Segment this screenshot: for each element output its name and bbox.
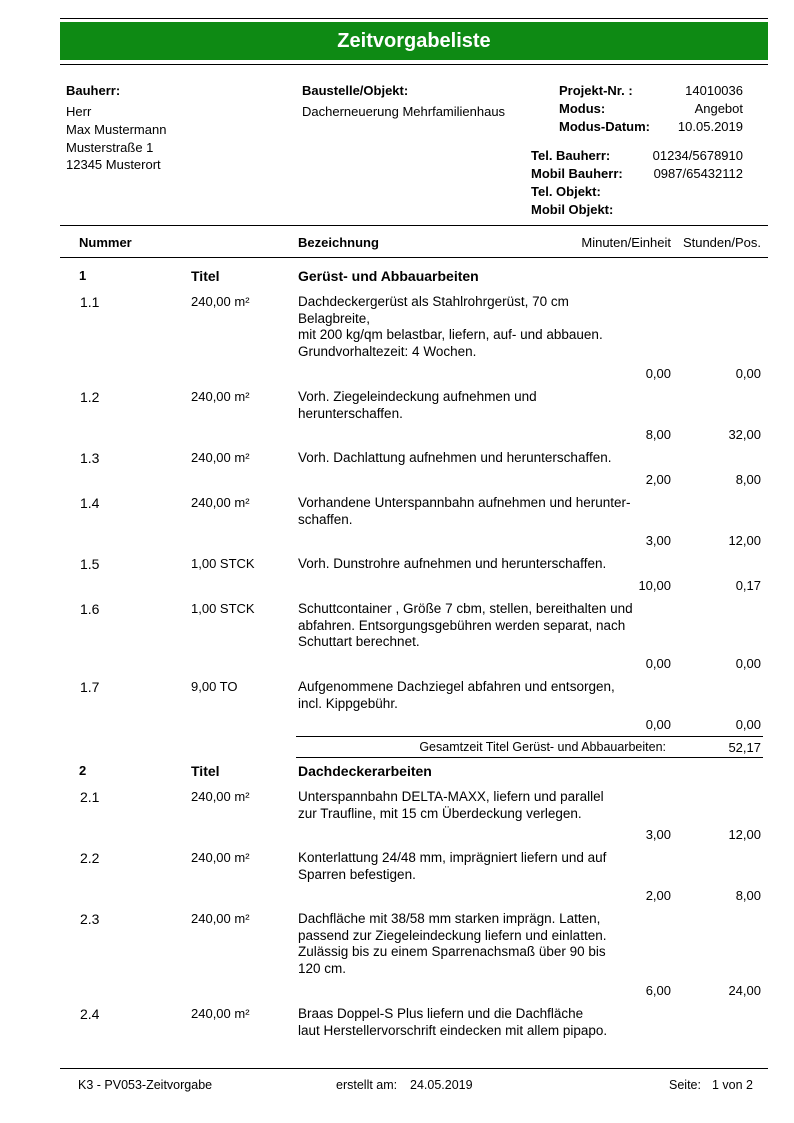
footer-created-label: erstellt am: (336, 1078, 398, 1092)
minutes-per-unit: 3,00 (645, 533, 671, 548)
subtotal-top-rule (296, 736, 763, 737)
subtotal-bottom-rule (296, 757, 763, 758)
hours-per-position: 8,00 (735, 888, 761, 903)
minutes-per-unit: 2,00 (645, 888, 671, 903)
footer-rule (60, 1068, 768, 1069)
minutes-per-unit: 3,00 (645, 827, 671, 842)
position-number: 1.7 (80, 679, 100, 695)
column-header-rule (60, 257, 768, 258)
mode-label: Modus: (559, 101, 606, 116)
footer-page-label: Seite: (669, 1078, 701, 1092)
footer-document-id: K3 - PV053-Zeitvorgabe (78, 1078, 213, 1092)
hours-per-position: 0,17 (735, 578, 761, 593)
description: Vorh. Dunstrohre aufnehmen und herunterschaffen. (298, 556, 607, 571)
section-number: 2 (79, 763, 87, 778)
position-number: 1.6 (80, 601, 100, 617)
quantity: 240,00 m² (191, 1006, 250, 1021)
client-salutation: Herr (66, 104, 92, 119)
mode-value: Angebot (694, 101, 743, 116)
quantity: 9,00 TO (191, 679, 238, 694)
mode-date-label: Modus-Datum: (559, 119, 650, 134)
section-total-value: 52,17 (728, 740, 761, 755)
minutes-per-unit: 6,00 (645, 983, 671, 998)
minutes-per-unit: 0,00 (645, 366, 671, 381)
site-label: Baustelle/Objekt: (302, 83, 409, 98)
description: Vorh. Ziegeleindeckung aufnehmen und herunterschaffen. (298, 389, 537, 421)
description: Dachfläche mit 38/58 mm starken imprägn. Latten, passend zur Ziegeleindeckung liefern und einlatten. Zulässig bis zu einem Sparrenachsmaß über 90 bis 120 cm. (298, 911, 607, 976)
client-label: Bauherr: (66, 83, 121, 98)
quantity: 240,00 m² (191, 450, 250, 465)
document-title: Zeitvorgabeliste (337, 29, 491, 52)
project-nr-label: Projekt-Nr. : (559, 83, 633, 98)
tel-client-label: Tel. Bauherr: (531, 148, 611, 163)
position-number: 2.4 (80, 1006, 100, 1022)
position-number: 2.1 (80, 789, 100, 805)
tel-object-label: Tel. Objekt: (531, 184, 601, 199)
hours-per-position: 0,00 (735, 656, 761, 671)
minutes-per-unit: 0,00 (645, 656, 671, 671)
minutes-per-unit: 0,00 (645, 717, 671, 732)
mobile-client-value: 0987/65432112 (653, 166, 743, 181)
quantity: 240,00 m² (191, 850, 250, 865)
quantity: 1,00 STCK (191, 556, 255, 571)
hours-per-position: 24,00 (728, 983, 761, 998)
section-number: 1 (79, 268, 87, 283)
section-name: Dachdeckerarbeiten (298, 763, 432, 779)
description: Unterspannbahn DELTA-MAXX, liefern und parallel zur Traufline, mit 15 cm Überdeckung verlegen. (298, 789, 604, 821)
tel-client-value: 01234/5678910 (652, 148, 743, 163)
footer-page-number: 1 von 2 (712, 1078, 754, 1092)
quantity: 240,00 m² (191, 911, 250, 926)
section-type: Titel (191, 763, 220, 779)
quantity: 1,00 STCK (191, 601, 255, 616)
client-name: Max Mustermann (66, 122, 167, 137)
column-description-header: Bezeichnung (298, 235, 379, 250)
position-number: 2.3 (80, 911, 100, 927)
column-hours-header: Stunden/Pos. (682, 235, 761, 250)
position-number: 1.4 (80, 495, 100, 511)
client-city: 12345 Musterort (66, 157, 161, 172)
document-title-bar (60, 22, 768, 60)
quantity: 240,00 m² (191, 495, 250, 510)
column-number-header: Nummer (79, 235, 132, 250)
position-number: 1.5 (80, 556, 100, 572)
position-number: 1.2 (80, 389, 100, 405)
section-type: Titel (191, 268, 220, 284)
description: Aufgenommene Dachziegel abfahren und entsorgen, incl. Kippgebühr. (298, 679, 615, 711)
description: Vorhandene Unterspannbahn aufnehmen und herunter- schaffen. (298, 495, 631, 527)
minutes-per-unit: 8,00 (645, 427, 671, 442)
client-street: Musterstraße 1 (66, 140, 154, 155)
hours-per-position: 12,00 (728, 533, 761, 548)
mobile-object-label: Mobil Objekt: (531, 202, 614, 217)
minutes-per-unit: 10,00 (638, 578, 671, 593)
site-value: Dacherneuerung Mehrfamilienhaus (302, 104, 506, 119)
description: Dachdeckergerüst als Stahlrohrgerüst, 70 cm Belagbreite, mit 200 kg/qm belastbar, liefern, auf- und abbauen. Grundvorhaltezeit: 4 Wochen. (298, 294, 603, 359)
top-rule (60, 18, 768, 19)
hours-per-position: 32,00 (728, 427, 761, 442)
hours-per-position: 0,00 (735, 366, 761, 381)
quantity: 240,00 m² (191, 294, 250, 309)
description: Braas Doppel-S Plus liefern und die Dachfläche laut Herstellervorschrift eindecken mit allem pipapo. (298, 1006, 608, 1038)
hours-per-position: 12,00 (728, 827, 761, 842)
description: Vorh. Dachlattung aufnehmen und herunterschaffen. (298, 450, 612, 465)
position-number: 1.3 (80, 450, 100, 466)
column-minutes-header: Minuten/Einheit (581, 235, 671, 250)
section-total-label: Gesamtzeit Titel Gerüst- und Abbauarbeiten: (419, 740, 666, 754)
minutes-per-unit: 2,00 (645, 472, 671, 487)
mode-date-value: 10.05.2019 (677, 119, 743, 134)
title-bottom-rule (60, 64, 768, 65)
position-number: 1.1 (80, 294, 100, 310)
project-nr-value: 14010036 (685, 83, 743, 98)
description: Konterlattung 24/48 mm, imprägniert liefern und auf Sparren befestigen. (298, 850, 607, 882)
hours-per-position: 8,00 (735, 472, 761, 487)
quantity: 240,00 m² (191, 789, 250, 804)
quantity: 240,00 m² (191, 389, 250, 404)
mobile-client-label: Mobil Bauherr: (531, 166, 623, 181)
hours-per-position: 0,00 (735, 717, 761, 732)
position-number: 2.2 (80, 850, 100, 866)
section-name: Gerüst- und Abbauarbeiten (298, 268, 479, 284)
footer-created-date: 24.05.2019 (410, 1078, 473, 1092)
description: Schuttcontainer , Größe 7 cbm, stellen, bereithalten und abfahren. Entsorgungsgebühren werden separat, nach Schuttart berechnet. (298, 601, 633, 649)
header-bottom-rule (60, 225, 768, 226)
